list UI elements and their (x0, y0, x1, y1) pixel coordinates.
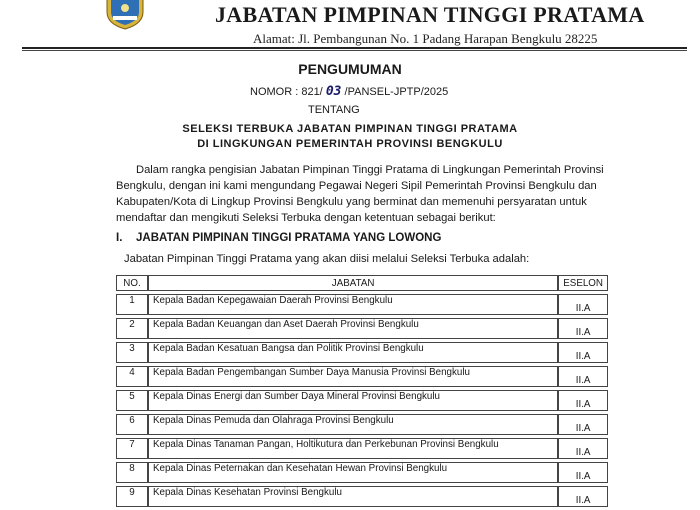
row-no: 6 (116, 414, 148, 435)
letterhead-divider (22, 47, 687, 49)
table-row (116, 486, 608, 507)
header-jabatan: JABATAN (148, 275, 558, 291)
row-jabatan: Kepala Dinas Peternakan dan Kesehatan Hewan Provinsi Bengkulu (148, 462, 558, 483)
table-row (116, 414, 608, 435)
table-row (116, 318, 608, 339)
intro-line: Bengkulu, dengan ini kami mengundang Pegawai Negeri Sipil Pemerintah Provinsi Bengkulu dan (116, 180, 597, 192)
row-eselon: II.A (558, 318, 608, 339)
intro-paragraph (116, 162, 684, 226)
row-no: 4 (116, 366, 148, 387)
table-row (116, 438, 608, 459)
row-no: 8 (116, 462, 148, 483)
document-number-handwritten: 03 (325, 84, 342, 99)
document-number-prefix: NOMOR : 821/ (250, 86, 323, 98)
letterhead-divider-thin (22, 50, 687, 51)
row-eselon: II.A (558, 294, 608, 315)
table-row (116, 390, 608, 411)
row-jabatan: Kepala Dinas Kesehatan Provinsi Bengkulu (148, 486, 558, 507)
table-row (116, 294, 608, 315)
row-no: 1 (116, 294, 148, 315)
intro-line: mendaftar dan mengikuti Seleksi Terbuka dengan ketentuan sebagai berikut: (116, 212, 496, 224)
table-row (116, 342, 608, 363)
row-no: 9 (116, 486, 148, 507)
table-row (116, 462, 608, 483)
subject-line-1: SELEKSI TERBUKA JABATAN PIMPINAN TINGGI PRATAMA (182, 123, 518, 135)
row-jabatan: Kepala Dinas Tanaman Pangan, Holtikutura dan Perkebunan Provinsi Bengkulu (148, 438, 558, 459)
table-row (116, 366, 608, 387)
intro-line: Kabupaten/Kota di Lingkup Provinsi Bengkulu yang berminat dan memenuhi persyaratan untuk (116, 196, 587, 208)
row-eselon: II.A (558, 486, 608, 507)
provincial-emblem-icon (103, 0, 147, 30)
row-jabatan: Kepala Dinas Energi dan Sumber Daya Mineral Provinsi Bengkulu (148, 390, 558, 411)
row-eselon: II.A (558, 438, 608, 459)
document-number (250, 84, 448, 99)
row-no: 2 (116, 318, 148, 339)
row-no: 3 (116, 342, 148, 363)
row-jabatan: Kepala Badan Keuangan dan Aset Daerah Provinsi Bengkulu (148, 318, 558, 339)
letterhead-title: JABATAN PIMPINAN TINGGI PRATAMA (215, 2, 645, 27)
document-number-suffix: /PANSEL-JPTP/2025 (344, 86, 449, 98)
letterhead-address: Alamat: Jl. Pembangunan No. 1 Padang Harapan Bengkulu 28225 (253, 31, 598, 46)
row-eselon: II.A (558, 390, 608, 411)
positions-table (116, 272, 608, 510)
document-type: PENGUMUMAN (298, 61, 402, 77)
intro-line: Dalam rangka pengisian Jabatan Pimpinan Tinggi Pratama di Lingkungan Pemerintah Provinsi (136, 164, 604, 176)
row-no: 7 (116, 438, 148, 459)
table-header-row (116, 275, 608, 291)
table-intro: Jabatan Pimpinan Tinggi Pratama yang akan diisi melalui Seleksi Terbuka adalah: (124, 253, 530, 265)
row-jabatan: Kepala Badan Kepegawaian Daerah Provinsi Bengkulu (148, 294, 558, 315)
subject-line-2: DI LINGKUNGAN PEMERINTAH PROVINSI BENGKULU (197, 138, 503, 150)
document-tentang: TENTANG (308, 104, 360, 116)
section-title: JABATAN PIMPINAN TINGGI PRATAMA YANG LOWONG (136, 232, 442, 244)
header-eselon: ESELON (558, 275, 608, 291)
row-eselon: II.A (558, 342, 608, 363)
header-no: NO. (116, 275, 148, 291)
row-no: 5 (116, 390, 148, 411)
section-number: I. (116, 232, 123, 244)
row-jabatan: Kepala Dinas Pemuda dan Olahraga Provinsi Bengkulu (148, 414, 558, 435)
row-eselon: II.A (558, 366, 608, 387)
row-eselon: II.A (558, 462, 608, 483)
row-jabatan: Kepala Badan Pengembangan Sumber Daya Manusia Provinsi Bengkulu (148, 366, 558, 387)
row-jabatan: Kepala Badan Kesatuan Bangsa dan Politik Provinsi Bengkulu (148, 342, 558, 363)
row-eselon: II.A (558, 414, 608, 435)
